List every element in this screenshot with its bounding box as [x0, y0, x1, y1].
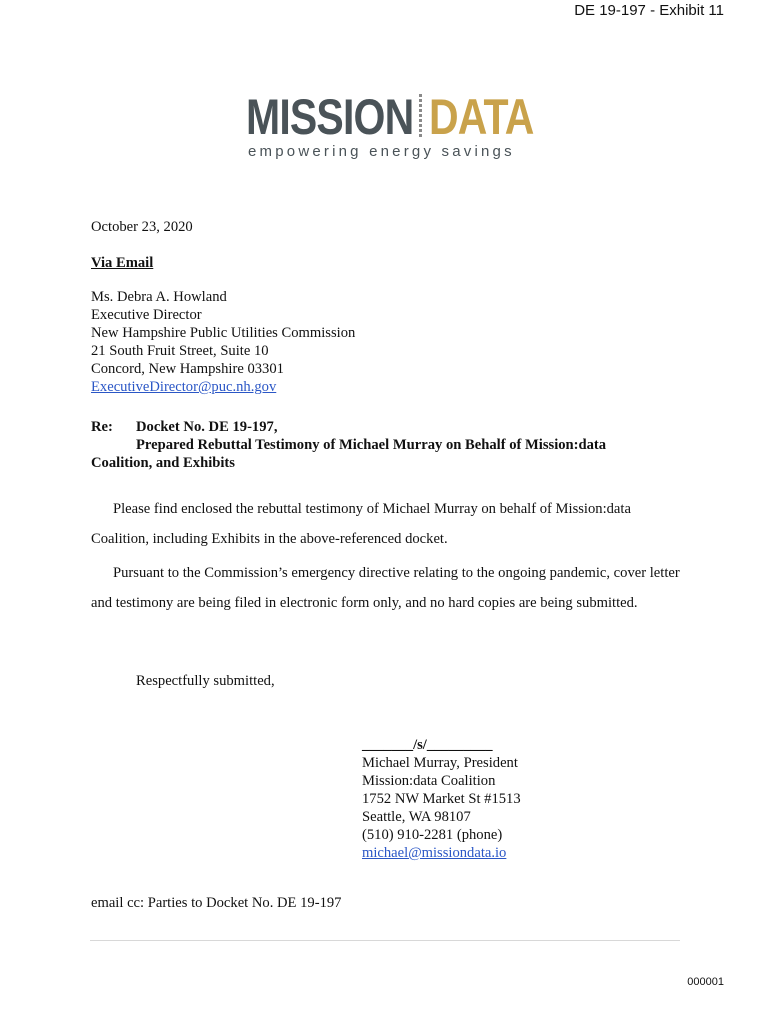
signer-name: Michael Murray, President	[362, 755, 518, 771]
recipient-org: New Hampshire Public Utilities Commission	[91, 325, 356, 341]
delivery-method: Via Email	[91, 255, 154, 271]
re-subject-continued: Coalition, and Exhibits	[91, 455, 235, 471]
body-paragraph-1: Please find enclosed the rebuttal testimony of Michael Murray on behalf of Mission:data Coalition, including Exhibits in the above-referenced docket.	[91, 501, 631, 547]
closing: Respectfully submitted,	[136, 673, 275, 689]
recipient-block	[91, 288, 680, 396]
logo-tagline: empowering energy savings	[248, 143, 515, 160]
logo-data-word: DATA	[429, 89, 534, 145]
signer-street: 1752 NW Market St #1513	[362, 791, 521, 807]
recipient-street: 21 South Fruit Street, Suite 10	[91, 343, 269, 359]
re-docket: Docket No. DE 19-197,	[136, 419, 278, 435]
letter-date: October 23, 2020	[91, 219, 193, 235]
recipient-email-link[interactable]: ExecutiveDirector@puc.nh.gov	[91, 379, 277, 395]
logo-dotted-separator	[418, 94, 424, 140]
body-paragraph-2: Pursuant to the Commission’s emergency directive relating to the ongoing pandemic, cover letter and testimony are being filed in electronic form only, and no hard copies are being submitted.	[91, 565, 680, 611]
page-number: 000001	[687, 976, 724, 988]
signer-city: Seattle, WA 98107	[362, 809, 471, 825]
recipient-name: Ms. Debra A. Howland	[91, 289, 227, 305]
signer-email-link[interactable]: michael@missiondata.io	[362, 845, 507, 861]
re-label: Re:	[91, 419, 113, 435]
re-block	[91, 418, 680, 472]
email-cc: email cc: Parties to Docket No. DE 19-197	[91, 895, 342, 911]
letter-body	[91, 218, 680, 690]
exhibit-label: DE 19-197 - Exhibit 11	[574, 2, 724, 19]
recipient-city: Concord, New Hampshire 03301	[91, 361, 284, 377]
footer-divider	[90, 940, 680, 941]
signature-line: _______/s/_________	[362, 737, 493, 753]
logo-mission-word: MISSION	[246, 89, 414, 145]
recipient-title: Executive Director	[91, 307, 202, 323]
signer-phone: (510) 910-2281 (phone)	[362, 827, 503, 843]
signature-block	[362, 736, 521, 862]
mission-data-logo	[246, 89, 534, 162]
re-subject: Prepared Rebuttal Testimony of Michael Murray on Behalf of Mission:data	[136, 437, 607, 453]
signer-org: Mission:data Coalition	[362, 773, 496, 789]
